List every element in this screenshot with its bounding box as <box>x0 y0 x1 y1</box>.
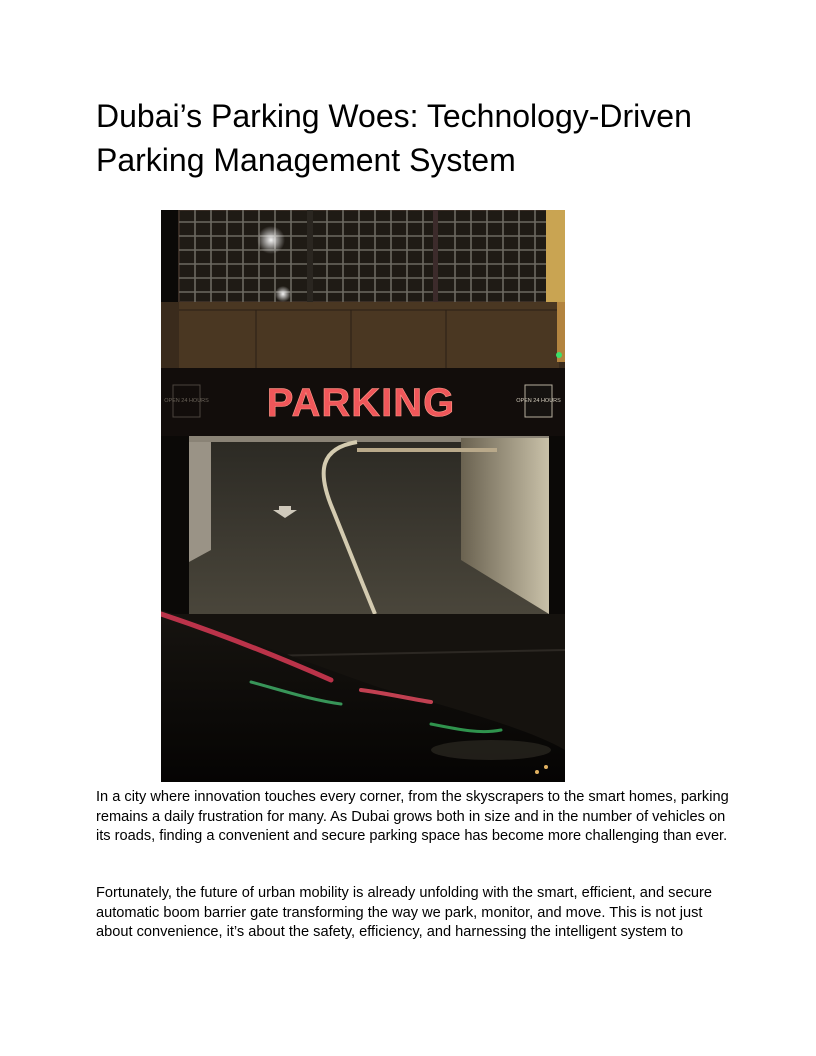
body-paragraph-1: In a city where innovation touches every corner, from the skyscrapers to the smart homes, parking remains a daily frustration for many. As Dubai grows both in size and in the number of vehicles on its roads, finding a convenient and secure parking space has become more challenging than ever. <box>96 789 729 844</box>
left-hours-plaque: OPEN 24 HOURS <box>164 398 209 404</box>
sign-band <box>161 368 565 436</box>
concrete-beam <box>161 302 565 368</box>
body-paragraph-2: Fortunately, the future of urban mobility is already unfolding with the smart, efficient, and secure automatic boom barrier gate transforming the way we park, monitor, and move. This is not just about convenience, it’s about the safety, efficiency, and harnessing the intelligent system to <box>96 885 712 940</box>
right-hours-plaque: OPEN 24 HOURS <box>516 398 561 404</box>
garage-entrance <box>189 436 549 614</box>
parking-neon-sign: PARKING <box>266 381 456 425</box>
document-title: Dubai’s Parking Woes: Technology-Driven Parking Management System <box>96 98 692 178</box>
parking-garage-photo <box>161 210 565 782</box>
parking-photo-illustration <box>161 210 565 782</box>
upper-grille <box>179 210 565 302</box>
